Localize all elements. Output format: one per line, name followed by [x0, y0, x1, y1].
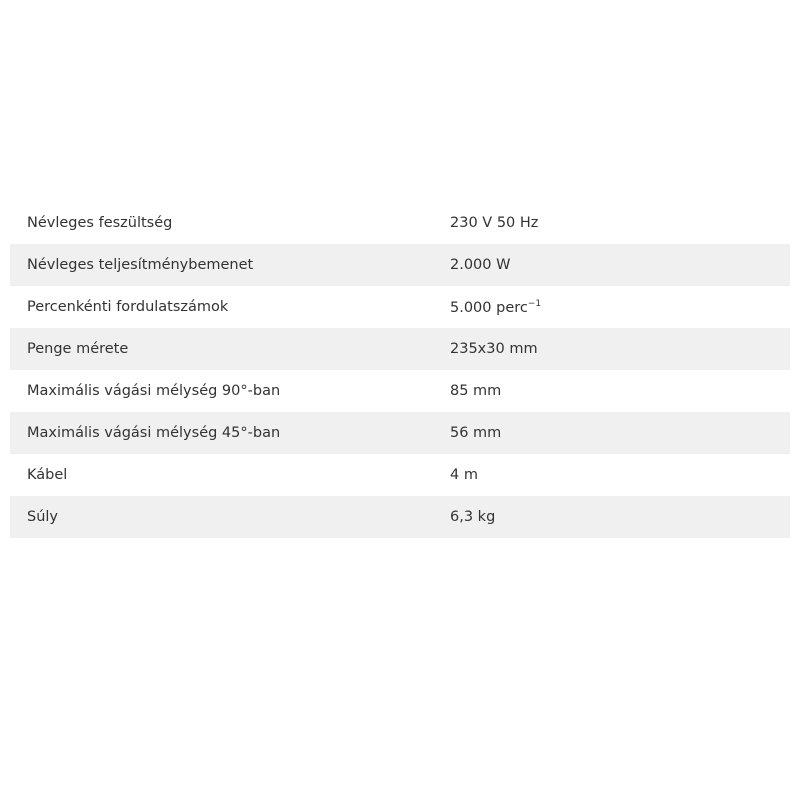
spec-label: Kábel: [27, 467, 68, 483]
spec-row-blade-size: [10, 328, 790, 370]
spec-label: Penge mérete: [27, 341, 129, 357]
spec-table: [10, 202, 790, 538]
spec-label: Névleges feszültség: [27, 215, 173, 231]
spec-value: 85 mm: [450, 383, 502, 399]
spec-value-exponent: −1: [527, 298, 542, 309]
spec-row-cut-depth-90: [10, 370, 790, 412]
spec-row-cut-depth-45: [10, 412, 790, 454]
spec-value: 230 V 50 Hz: [450, 215, 539, 231]
spec-label: Névleges teljesítménybemenet: [27, 257, 254, 273]
spec-row-voltage: [10, 202, 790, 244]
spec-value: 6,3 kg: [450, 509, 496, 525]
spec-label: Súly: [27, 509, 59, 525]
spec-value: 2.000 W: [450, 257, 511, 273]
spec-label: Maximális vágási mélység 90°-ban: [27, 383, 281, 399]
spec-row-weight: [10, 496, 790, 538]
spec-value: [450, 299, 790, 316]
spec-value-number: 5.000 perc: [450, 299, 528, 316]
spec-label: Maximális vágási mélység 45°-ban: [27, 425, 281, 441]
spec-value: 4 m: [450, 467, 478, 483]
spec-row-power: [10, 244, 790, 286]
spec-row-rpm: [10, 286, 790, 328]
spec-label: Percenkénti fordulatszámok: [27, 299, 229, 315]
spec-value: 235x30 mm: [450, 341, 538, 357]
spec-value: 56 mm: [450, 425, 502, 441]
spec-row-cable: [10, 454, 790, 496]
